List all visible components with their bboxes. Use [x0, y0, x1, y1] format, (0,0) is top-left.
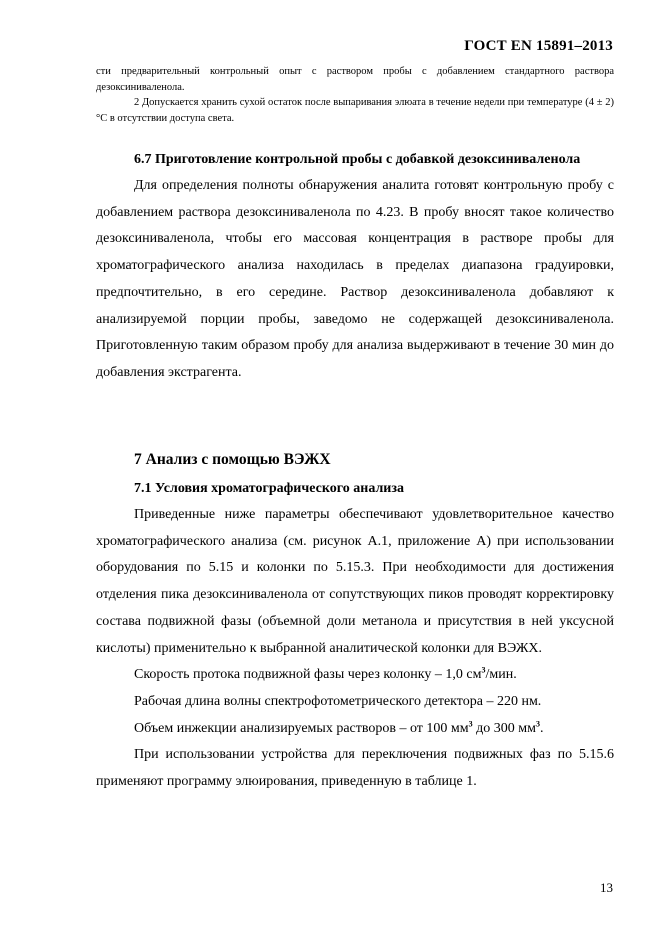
section-7	[96, 446, 614, 796]
elution-program-paragraph: При использовании устройства для переключения подвижных фаз по 5.15.6 применяют программу элюирования, приведенную в таблице 1.	[96, 747, 614, 790]
section-6-7-heading: 6.7 Приготовление контрольной пробы с добавкой дезоксиниваленола	[134, 152, 581, 167]
flow-rate-text: Скорость протока подвижной фазы через колонку – 1,0 см	[134, 667, 482, 683]
wavelength-line: Рабочая длина волны спектрофотометрического детектора – 220 нм.	[134, 693, 542, 709]
injection-text-a: Объем инжекции анализируемых растворов – от 100 мм	[134, 720, 469, 736]
note-1-continuation: сти предварительный контрольный опыт с раствором пробы с добавлением стандартного раствора дезоксиниваленола.	[96, 66, 614, 93]
flow-rate-superscript: 3	[481, 665, 486, 675]
injection-superscript-b: 3	[535, 718, 540, 728]
injection-text-c: .	[539, 720, 544, 736]
injection-text-b: до 300 мм	[472, 720, 536, 736]
flow-rate-unit: /мин.	[485, 667, 517, 683]
page-number: 13	[600, 880, 613, 895]
note-2: 2 Допускается хранить сухой остаток после выпаривания элюата в течение недели при температуре (4 ± 2) °С в отсутствии доступа света.	[96, 97, 614, 124]
section-7-1-heading: 7.1 Условия хроматографического анализа	[134, 481, 404, 496]
section-6-7	[96, 146, 614, 387]
section-6-7-paragraph: Для определения полноты обнаружения аналита готовят контрольную пробу с добавлением раствора дезоксиниваленола по 4.23. В пробу вносят такое количество дезоксиниваленола, чтобы его массовая концентрация в растворе пробы для хроматографического анализа находилась в пределах диапазона градуировки, предпочтительно, в его середине. Раствор дезоксиниваленола добавляют к анализируемой порции пробы, заведомо не содержащей дезоксиниваленола. Приготовленную таким образом пробу для анализа выдерживают в течение 30 мин до добавления экстрагента.	[96, 178, 614, 380]
injection-volume-line	[96, 716, 614, 743]
injection-superscript-a: 3	[468, 718, 473, 728]
section-7-1-paragraph: Приведенные ниже параметры обеспечивают удовлетворительное качество хроматографического анализа (см. рисунок А.1, приложение А) при использовании оборудования по 5.15 и колонки по 5.15.3. При необходимости для достижения отделения пика дезоксиниваленола от сопутствующих пиков проводят корректировку состава подвижной фазы (объемной доли метанола и присутствия в ней уксусной кислоты) применительно к выбранной аналитической колонки для ВЭЖХ.	[96, 507, 614, 656]
notes-block	[96, 64, 614, 126]
section-7-heading: 7 Анализ с помощью ВЭЖХ	[134, 451, 331, 468]
flow-rate-line	[96, 662, 614, 689]
document-header: ГОСТ EN 15891–2013	[464, 38, 613, 54]
